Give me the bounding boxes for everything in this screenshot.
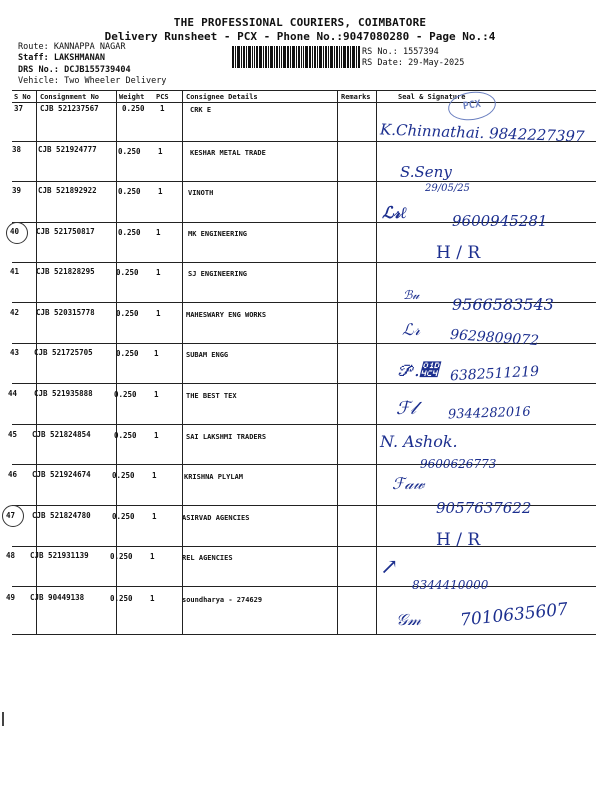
route-value: KANNAPPA NAGAR — [53, 42, 126, 52]
rs-date-value: 29-May-2025 — [408, 58, 465, 68]
row-48-weight: 0.250 — [110, 552, 133, 561]
row-49-consignment: CJB 90449138 — [30, 593, 85, 602]
row-45-consignee: SAI LAKSHMI TRADERS — [186, 433, 267, 441]
row-49-weight: 0.250 — [110, 594, 133, 603]
row-48-pcs: 1 — [150, 552, 155, 561]
barcode-image — [232, 46, 360, 68]
row-divider — [12, 262, 596, 263]
row-45-pcs: 1 — [154, 431, 159, 440]
header-weight: Weight — [119, 93, 145, 101]
staff-value: LAKSHMANAN — [53, 53, 106, 63]
route-label: Route: — [18, 42, 49, 52]
phone-row-47a: 9600626773 — [420, 457, 497, 471]
header-signature: Seal & Signature — [398, 93, 466, 101]
phone-row-43: 9629809072 — [449, 326, 540, 350]
row-44-pcs: 1 — [154, 390, 159, 399]
row-44-weight: 0.250 — [114, 390, 137, 399]
drs-value: DCJB155739404 — [64, 65, 131, 75]
row-46-consignee: KRISHNA PLYLAM — [184, 473, 244, 481]
row-45-sno: 45 — [8, 430, 18, 439]
phone-row-48: 8344410000 — [412, 578, 489, 592]
row-43-sno: 43 — [10, 348, 20, 357]
drs-line — [18, 65, 131, 76]
row-43-consignee: SUBAM ENGG — [186, 351, 229, 359]
row-38-consignee: KESHAR METAL TRADE — [190, 149, 266, 157]
row-39-weight: 0.250 — [118, 187, 141, 196]
row-37-consignment: CJB 521237567 — [40, 104, 99, 113]
row-48-sno: 48 — [6, 551, 16, 560]
header-remarks: Remarks — [341, 93, 371, 101]
row-41-pcs: 1 — [156, 268, 161, 277]
row-46-pcs: 1 — [152, 471, 157, 480]
header-sno: S No — [14, 93, 31, 101]
row-41-sno: 41 — [10, 267, 20, 276]
row-40-pcs: 1 — [156, 228, 161, 237]
row-43-pcs: 1 — [154, 349, 159, 358]
col-divider — [337, 91, 338, 635]
rs-info — [362, 47, 464, 69]
signature-scribble-row-45: ℱ𝓁 — [396, 398, 417, 419]
table-top-border — [12, 90, 596, 91]
header-consignment: Consignment No — [40, 93, 100, 101]
pcx-stamp: PCX — [446, 89, 497, 123]
row-40-consignment: CJB 521750817 — [36, 227, 95, 236]
header-consignee: Consignee Details — [186, 93, 258, 101]
row-38-sno: 38 — [12, 145, 22, 154]
row-39-sno: 39 — [12, 186, 22, 195]
row-37-weight: 0.250 — [122, 104, 145, 113]
row-47-consignee: ASIRVAD AGENCIES — [182, 514, 250, 522]
row-44-consignment: CJB 521935888 — [34, 389, 93, 398]
rs-no-value: 1557394 — [402, 47, 439, 57]
row-39-consignee: VINOTH — [188, 189, 214, 197]
rs-date-line — [362, 58, 464, 69]
row-47-consignment: CJB 521824780 — [32, 511, 91, 520]
phone-row-44: 6382511219 — [449, 363, 540, 385]
signature-row-46: N. Ashok. — [380, 432, 458, 451]
row-42-consignee: MAHESWARY ENG WORKS — [186, 311, 267, 319]
row-38-pcs: 1 — [158, 147, 163, 156]
vehicle-line — [18, 76, 166, 87]
row-divider — [12, 464, 596, 465]
row-divider — [12, 181, 596, 182]
hr-row-48: H / R — [436, 530, 481, 550]
row-49-pcs: 1 — [150, 594, 155, 603]
row-48-consignee: REL AGENCIES — [182, 554, 233, 562]
row-42-consignment: CJB 520315778 — [36, 308, 95, 317]
signature-scribble-row-42: ℬ𝓊 — [403, 288, 420, 302]
row-47-pcs: 1 — [152, 512, 157, 521]
date-row-38: 29/05/25 — [425, 183, 470, 194]
row-49-sno: 49 — [6, 593, 16, 602]
rs-no-line — [362, 47, 464, 58]
phone-row-42: 9566583543 — [452, 295, 554, 314]
margin-mark — [2, 712, 4, 726]
row-45-weight: 0.250 — [114, 431, 137, 440]
signature-scribble-row-47: ℱ𝒶𝓌 — [392, 474, 425, 493]
signature-scribble-row-39: ℒ𝓇ℓ — [382, 203, 408, 222]
col-divider — [376, 91, 377, 635]
row-43-consignment: CJB 521725705 — [34, 348, 93, 357]
row-37-pcs: 1 — [160, 104, 165, 113]
rs-no-label: RS No.: — [362, 47, 398, 57]
signature-row-38: S.Seny — [400, 163, 452, 181]
row-divider — [12, 586, 596, 587]
runsheet-subtitle: Delivery Runsheet - PCX - Phone No.:9047080280 - Page No.:4 — [104, 30, 496, 43]
hr-row-40: H / R — [436, 243, 481, 263]
row-divider — [12, 383, 596, 384]
row-38-consignment: CJB 521924777 — [38, 145, 97, 154]
header-pcs: PCS — [156, 93, 169, 101]
row-divider — [12, 424, 596, 425]
phone-row-49: 7010635607 — [459, 599, 569, 631]
signature-row-37: K.Chinnathai. 9842227397 — [379, 120, 585, 146]
delivery-tick-mark: ↗ — [380, 555, 399, 580]
phone-row-47b: 9057637622 — [436, 499, 532, 517]
row-42-pcs: 1 — [156, 309, 161, 318]
row-40-weight: 0.250 — [118, 228, 141, 237]
signature-scribble-row-44: 𝒫.𝓄 — [396, 360, 438, 381]
row-37-sno: 37 — [14, 104, 24, 113]
rs-date-label: RS Date: — [362, 58, 403, 68]
row-46-weight: 0.250 — [112, 471, 135, 480]
row-37-consignee: CRK E — [190, 106, 212, 114]
drs-label: DRS No.: — [18, 65, 59, 75]
row-44-consignee: THE BEST TEX — [186, 392, 237, 400]
row-45-consignment: CJB 521824854 — [32, 430, 91, 439]
row-42-weight: 0.250 — [116, 309, 139, 318]
row-47-weight: 0.250 — [112, 512, 135, 521]
row-41-consignee: SJ ENGINEERING — [188, 270, 248, 278]
row-41-consignment: CJB 521828295 — [36, 267, 95, 276]
row-49-consignee: soundharya - 274629 — [182, 596, 263, 604]
row-46-sno: 46 — [8, 470, 18, 479]
row-39-consignment: CJB 521892922 — [38, 186, 97, 195]
row-47-sno: 47 — [6, 511, 16, 520]
row-38-weight: 0.250 — [118, 147, 141, 156]
row-44-sno: 44 — [8, 389, 18, 398]
vehicle-label: Vehicle: — [18, 76, 59, 86]
row-42-sno: 42 — [10, 308, 20, 317]
staff-line — [18, 53, 105, 64]
table-bottom-border — [12, 634, 596, 635]
signature-scribble-row-49: 𝒢𝓂 — [396, 610, 421, 629]
company-title: THE PROFESSIONAL COURIERS, COIMBATORE — [173, 16, 427, 29]
row-41-weight: 0.250 — [116, 268, 139, 277]
row-40-consignee: MK ENGINEERING — [188, 230, 248, 238]
row-divider — [12, 546, 596, 547]
signature-scribble-row-43: ℒ𝓇 — [402, 320, 421, 339]
phone-row-45: 9344282016 — [447, 404, 531, 423]
table-header-border — [12, 102, 596, 103]
row-39-pcs: 1 — [158, 187, 163, 196]
staff-label: Staff: — [18, 53, 49, 63]
row-43-weight: 0.250 — [116, 349, 139, 358]
row-48-consignment: CJB 521931139 — [30, 551, 89, 560]
route-line — [18, 42, 126, 53]
vehicle-value: Two Wheeler Delivery — [64, 76, 167, 86]
phone-row-39: 9600945281 — [452, 212, 548, 230]
row-40-sno: 40 — [10, 227, 20, 236]
row-46-consignment: CJB 521924674 — [32, 470, 91, 479]
